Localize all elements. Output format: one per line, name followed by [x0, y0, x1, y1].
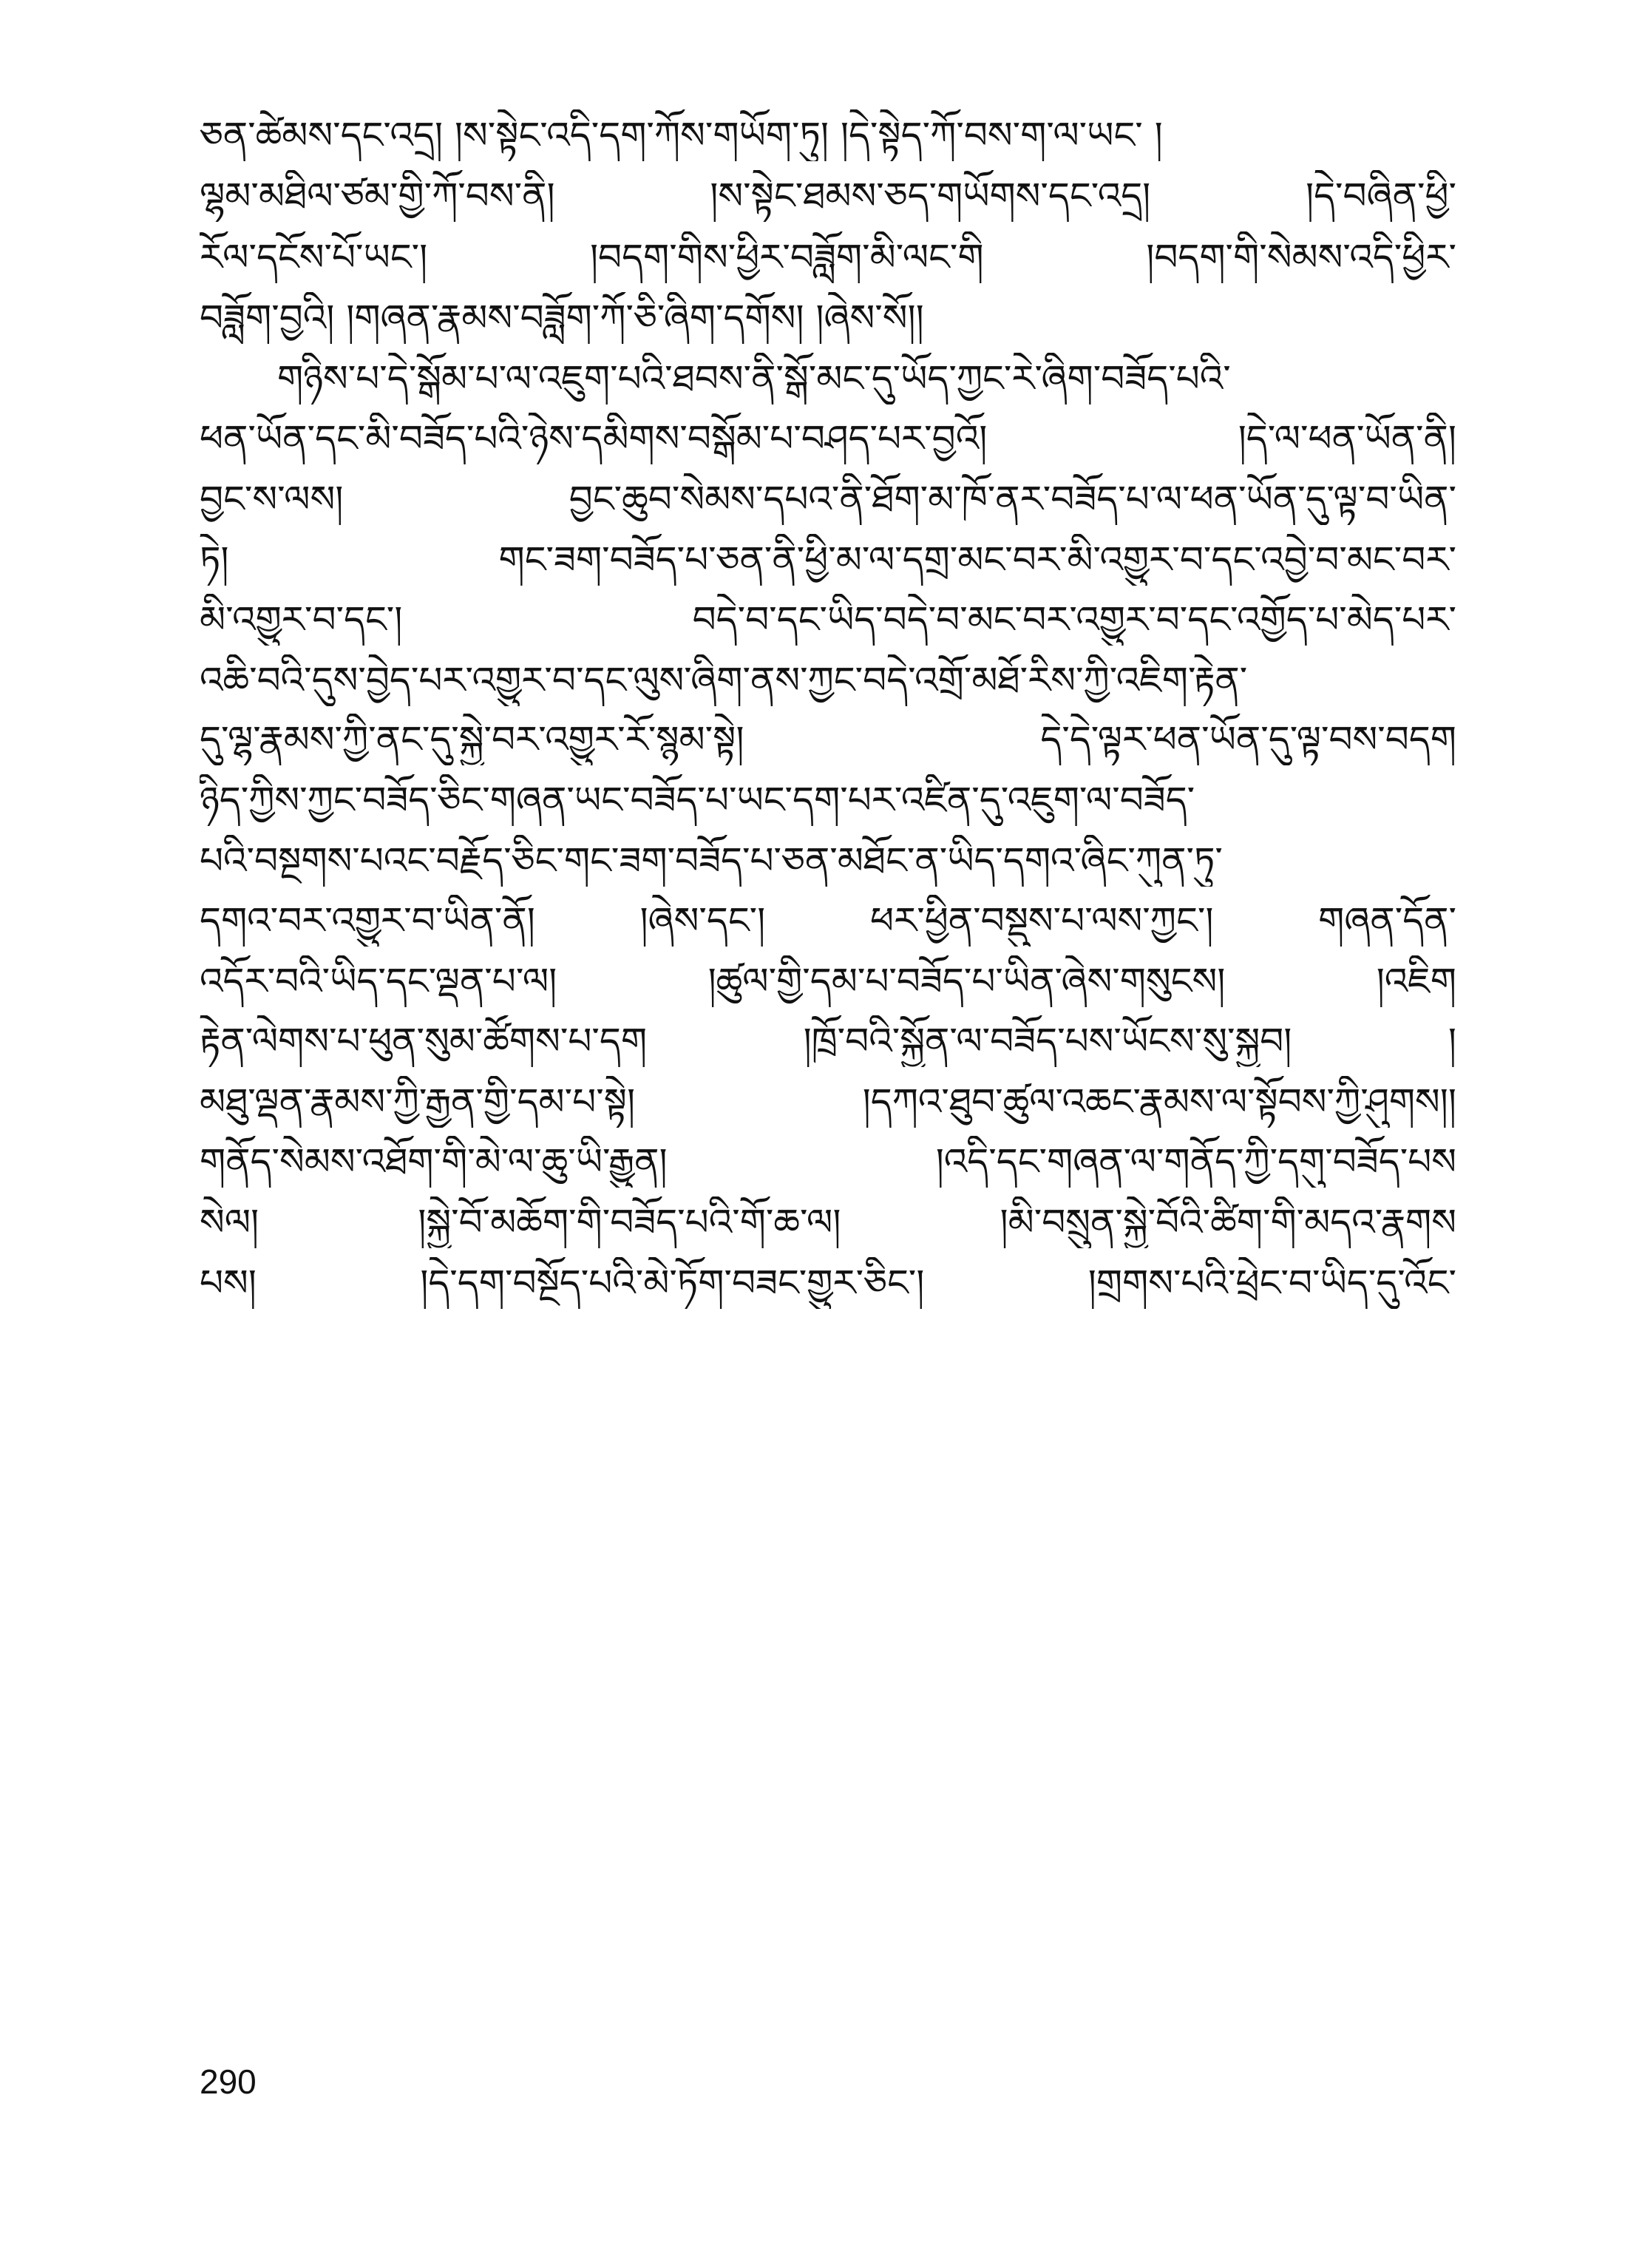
text-line: བྱང་ས་ལས། བྱང་ཆུབ་སེམས་དཔའ་ནི་ཐོག་མ་ཁོ་ནར་བཟོད་པ་ལ་ཕན་ཡོན་དུ་ལྟ་བ་ཡིན་	[200, 478, 1456, 521]
text-line: གཉིས་པ་དེ་སྒོམ་པ་ལ་འཇུག་པའི་ཐབས་ནི་སྒོ་མང་དུ་ཡོད་ཀྱང་རེ་ཞིག་བཟོད་པའི་	[277, 357, 1231, 400]
text-line: པའི་བསྔགས་པའང་བརྗོད་ཅིང་གང་ཟག་བཟོད་པ་ཅན་མཐོང་ན་ཡིད་དགའ་ཞིང་ཀུན་ཏུ་	[200, 839, 1223, 882]
text-line: དགའ་བར་འགྱུར་བ་ཡིན་ནོ། །ཞེས་དང་། ཕར་ཕྱིན་བསྡུས་པ་ལས་ཀྱང་། གཞན་དོན་	[200, 899, 1456, 942]
text-line: ཕན་ཡོན་དང་མི་བཟོད་པའི་ཉེས་དམིགས་བསྒོམ་པ་བཤད་པར་བྱའོ། །དེ་ལ་ཕན་ཡོན་ནི།	[200, 417, 1456, 460]
text-line: འདོར་བའི་ཡིད་དང་ལྡན་པ་ལ། །ཚུལ་གྱི་དམ་པ་བཟོད་པ་ཡིན་ཞེས་གསུངས། །འཇིག	[200, 960, 1456, 1003]
text-line: གནོད་སེམས་འཐོག་གི་མེ་ལ་ཆུ་ཡི་རྒྱུན། །འདི་དང་གཞན་ལ་གནོད་ཀྱི་དགུ་བཟོད་པས	[200, 1140, 1456, 1183]
text-line: མི་འགྱུར་བ་དང་། བདེ་བ་དང་ཡིད་བདེ་བ་མང་བར་འགྱུར་བ་དང་འགྱོད་པ་མེད་པར་	[200, 598, 1456, 641]
text-line: མཐུ་ལྡན་རྣམས་ཀྱི་རྒྱན་གྱི་དམ་པ་སྟེ། །དཀའ་ཐུབ་ཚུལ་འཆང་རྣམས་ལ་སྟོབས་ཀྱི་ཤུགས།།	[200, 1080, 1456, 1123]
text-line: དུ་ལྷ་རྣམས་ཀྱི་ནང་དུ་སྐྱེ་བར་འགྱུར་རོ་སྙམ་སྟེ། དེ་དེ་ལྟར་ཕན་ཡོན་དུ་ལྟ་བས་བདག	[200, 718, 1456, 761]
text-line: ཉིད་ཀྱིས་ཀྱང་བཟོད་ཅིང་གཞན་ཡང་བཟོད་པ་ཡང་དག་པར་འཛིན་དུ་འཇུག་ལ་བཟོད་	[200, 779, 1195, 822]
text-line: འཆི་བའི་དུས་བྱེད་པར་འགྱུར་བ་དང་ལུས་ཞིག་ནས་ཀྱང་བདེ་འགྲོ་མཐོ་རིས་ཀྱི་འཇིག་རྟེན་	[200, 659, 1248, 702]
text-line: ལྷམ་མཐིལ་ཙམ་གྱི་ཀོ་བས་ནི། །ས་སྟེང་ཐམས་ཅད་གཡོགས་དང་འདྲ། །དེ་བཞིན་ཕྱི་	[200, 175, 1456, 217]
page-number: 290	[200, 2062, 257, 2101]
text-line: པས། །དེ་དག་བསྔོད་པའི་མེ་ཏོག་བཟང་གྱུར་ཅིང་། །གྲགས་པའི་ཕྲེང་བ་ཡིད་དུ་འོང་	[200, 1262, 1456, 1304]
text-line: རོལ་དངོས་པོ་ཡང་། །བདག་གིས་ཕྱིར་བཟློག་མི་ལང་གི །བདག་གི་སེམས་འདི་ཕྱིར་	[200, 236, 1456, 279]
text-line: ཅན་ཚེམས་དང་འདྲ། །ས་སྟེང་འདི་དག་ཀོས་གཡོག་ཏུ། །དེ་སྟེད་ཀོ་བས་ག་ལ་ཡང་ །	[200, 114, 1163, 157]
text-line: བཟློག་བྱའི། །གཞན་རྣམས་བཟློག་ཀོ་ཅི་ཞིག་དགོས། །ཞེས་སོ།།	[200, 297, 924, 339]
text-line: རྟེན་ལེགས་པ་ཕུན་སུམ་ཚོགས་པ་དག །ཁྲོ་བའི་སྐྱོན་ལ་བཟོད་པས་ཡོངས་སུ་སྐྱབ། །	[200, 1020, 1456, 1063]
text-line: སེལ། །སྐྱེ་བོ་མཆོག་གི་བཟོད་པའི་གོ་ཆ་ལ། །མི་བསྲུན་སྐྱེ་བོའི་ཚིག་གི་མདའ་རྣགས	[200, 1201, 1456, 1244]
text-line: ཏེ། གང་ཟག་བཟོད་པ་ཅན་ནི་ཕྱི་མ་ལ་དགྲ་མང་བར་མི་འགྱུར་བ་དང་འབྱེ་བ་མང་བར་	[200, 538, 1456, 581]
